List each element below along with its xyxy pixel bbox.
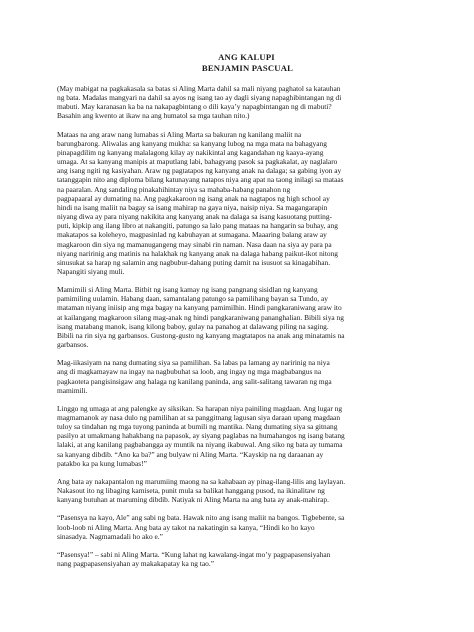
paragraph-line: patakbo ka pa kung lumabas!”	[57, 458, 147, 468]
story-title: ANG KALUPI	[218, 52, 275, 62]
paragraph-line: ng bata. Madalas mangyari na dahil sa ayos ng isang tao ay dagli siyang napaghibintangan ng di	[57, 93, 342, 103]
paragraph-line: Napangiti siyang muli.	[57, 266, 125, 276]
paragraph-line: “Pasensya na kayo, Ale” ang sabi ng bata. Hawak nito ang isang maliit na bangos. Tigbebente, sa	[57, 513, 345, 523]
paragraph	[57, 285, 422, 349]
paragraph-line: puti, kipkip ang ilang libro at nakangiti, patungo sa lalo pang mataas na hangarin sa buhay, ang	[57, 221, 338, 231]
paragraph-line: “Pasensya!” – sabi ni Aling Marta. “Kung lahat ng kawalang-ingat mo’y pagpapasensiyahan	[57, 549, 331, 559]
paragraph-line: magmamanok ay nasa dulo ng pamilihan at sa panggitnang lagusan siya daraan upang magdaan	[57, 413, 341, 422]
paragraph-line: Basahin ang kwento at ikaw na ang humatol sa mga tauhan nito.)	[57, 111, 250, 121]
paragraph-line: Ang bata ay nakapantalon ng marumiing maong na sa kahabaan ay pinag-ilang-lilis ang laylayan.	[57, 476, 346, 486]
paragraph-line: ang di magkamayaw na ingay na nagbubuhat sa loob, ang ingay ng mga magbabangus na	[57, 367, 322, 377]
paragraph-line: isang matabang manok, isang kilong baboy, gulay na panahog at dalawang piling na saging.	[57, 321, 329, 331]
paragraph-line: nang pagpapasensiyahan ay makakapatay ka ng tao.”	[57, 559, 214, 569]
paragraph-line: at kailangang magkaroon silang mag-anak ng hindi pangkaraniwang pananghalian. Bibili siya ng	[57, 312, 344, 322]
paragraph-line: garbansos.	[57, 340, 89, 350]
paragraph-line: hindi na isang maliit na bagay sa isang mahirap na gaya niya, naisip niya. Sa magangarapin	[57, 202, 328, 212]
paragraph-line: pinapagdilim ng kanyang malalagong kilay ay nakikintal ang kagandahan ng kaaya-ayang	[57, 147, 324, 157]
paragraph-line: sinasadya. Nagmamadali ho ako e.”	[57, 531, 163, 541]
paragraph-line: pasilyo at umakmang hahakbang na papasok, ay siyang paglabas na humahangos ng isang batang	[57, 431, 345, 441]
paragraph-line: kanyang butuhan at maruming dibdib. Natiyak ni Aling Marta na ang bata ay anak-mahirap.	[57, 495, 329, 505]
paragraph-line: sa kanyang dibdib. “Ano ka ba?” ang bulyaw ni Aling Marta. “Kayskip na ng daraanan ay	[57, 449, 324, 459]
paragraph-line: tatanggapin nito ang diploma bilang katunayang natapos niya ang apat na taong inilagi sa mataas	[57, 175, 344, 185]
paragraph	[57, 477, 422, 504]
paragraph-line: barungbarong. Aliwalas ang kanyang mukha: sa kanyang lubog na mga mata na bahagyang	[57, 138, 327, 148]
paragraph	[57, 513, 422, 540]
paragraph-line: loob-loob ni Aling Marta. Ang bata ay takot na nakatingin sa kanya, “Hindi ko ho kayo	[57, 522, 315, 532]
paragraph	[57, 84, 422, 121]
paragraph	[57, 550, 422, 568]
story-author: BENJAMIN PASCUAL	[201, 63, 294, 73]
paragraph-line: umaga. At sa kanyang manipis at maputlang labi, bahagyang pasok sa pagkakalat, ay naglalaro	[57, 157, 338, 167]
paragraph-line: magkaroon din siya ng mamanugangeng may sinabi rin naman. Nasa daan na siya ay para pa	[57, 239, 332, 249]
paragraph-line: lalaki, at ang kanilang pagbabangga ay muntik na niyang ikabuwal. Ang siko ng bata ay tumama	[57, 440, 343, 450]
paragraph-line: mabuti. May karanasan ka ba na nakapagbintang o dili kaya’y napagbintangan ng di mabuti?	[57, 102, 332, 112]
story-body	[57, 84, 422, 568]
paragraph-line: Mamimili si Aling Marta. Bitbit ng isang kamay ng isang pangnang sisidlan ng kanyang	[57, 285, 318, 295]
paragraph-line: pagkaoteta pangisinsigaw ang halaga ng kanilang paninda, ang salit-salitang tawaran ng mga	[57, 376, 332, 386]
paragraph-line: pagpapaaral ay dumating na. Ang pagkakaroon ng isang anak na nagtapos ng high school ay	[57, 193, 330, 203]
paragraph-line: Bibili na rin siya ng garbansos. Gustong-gusto ng kanyang magtatapos na anak ang minatamis na	[57, 330, 345, 340]
paragraph	[57, 358, 422, 395]
paragraph-line: mataman niyang iniisip ang mga bagay na kanyang pamimilhin. Hindi pangkaraniwang araw ito	[57, 303, 342, 313]
paragraph-line: ang isang ngiti ng kasiyahan. Araw ng pagtatapos ng kanyang anak na dalaga; sa gabing iyon ay	[57, 166, 342, 176]
paragraph-line: sinusukat sa harap ng salamin ang nagbubur-dahang puting damit na isusuot sa kinagabihan.	[57, 257, 331, 267]
paragraph	[57, 404, 422, 468]
paragraph-line: Nakasout ito ng libaging kamiseta, punit mula sa balikat hanggang pusod, na ikinalitaw ng	[57, 486, 325, 496]
paragraph-line: makatapos sa koleheyo, magpasinlad ng kabuhayan at sumagana. Maaaring balang araw ay	[57, 230, 327, 240]
paragraph-line: tuloy sa tindahan ng mga tuyong paninda at bumili ng mantika. Nang dumating siya sa gitnang	[57, 422, 338, 432]
paragraph-line: Mataas na ang araw nang lumabas si Aling Marta sa bakuran ng kanilang maliit na	[57, 129, 302, 139]
paragraph-line: pamimiling uulamin. Habang daan, samantalang patungo sa pamilihang bayan sa Tundo, ay	[57, 294, 328, 304]
paragraph-line: niyang diwa ay para niyang nakikita ang kanyang anak na dalaga sa isang kasuotang putting-	[57, 212, 333, 222]
paragraph-line: mamimili.	[57, 385, 88, 395]
paragraph-line: niyang naririnig ang matinis na halakhak ng kanyang anak na dalaga habang paikut-ikot nitong	[57, 248, 338, 258]
paragraph-line: Linggo ng umaga at ang palengke ay siksikan. Sa harapan niya painiling magdaan. Ang lugar ng	[57, 403, 343, 413]
paragraph-line: (May mabigat na pagkakasala sa batas si Aling Marta dahil sa mali niyang paghatol sa katauhan	[57, 84, 341, 93]
paragraph	[57, 130, 422, 277]
paragraph-line: na paaralan. Ang sandaling pinakahihintay niya sa mahaba-habang panahon ng	[57, 184, 291, 194]
paragraph-line: Mag-iikasiyam na nang dumating siya sa pamilihan. Sa labas pa lamang ay naririnig na niya	[57, 358, 330, 368]
